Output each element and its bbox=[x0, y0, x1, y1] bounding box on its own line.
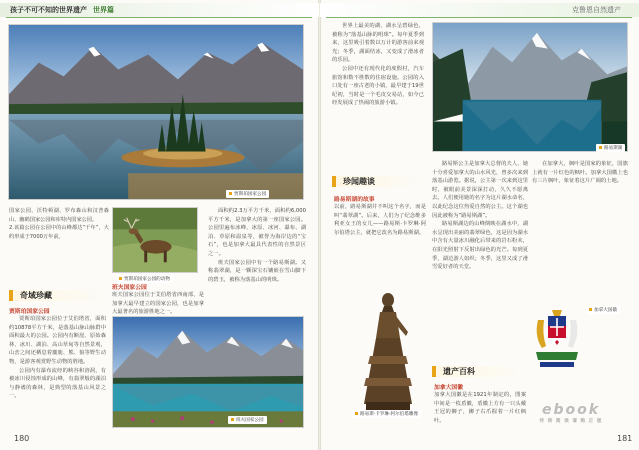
caption-flag: 加拿大国徽 bbox=[586, 306, 620, 314]
coat-of-arms-image bbox=[530, 306, 584, 370]
lake-louise-photo bbox=[432, 22, 628, 152]
watermark-logo bbox=[528, 402, 614, 432]
watermark-small: 传 转 阅 读 请 购 正 版 bbox=[539, 419, 603, 424]
header-rule-right bbox=[326, 17, 632, 18]
story-text2: 路易斯公主是加拿大总督的夫人，她十分喜爱加拿大的山水风光，曾多次来到落基山游览。据说，公主第一次来到这里时，被眼前美景深深打动，久久不愿离去。人们便用她的名字为这片湖水命名，以此纪念这位热爱自然的公主。这个湖也因此被称为“路易斯湖”。 bbox=[432, 161, 528, 219]
section-title-anecdotes: 珍闻趣谈 bbox=[332, 176, 424, 187]
statue-photo bbox=[350, 286, 426, 416]
book-gutter bbox=[318, 0, 321, 450]
caption-elk: 贾斯珀国家公园的动物 bbox=[116, 275, 173, 283]
peyto-lake-photo bbox=[112, 316, 304, 428]
maligne-lake-photo bbox=[8, 24, 304, 200]
book-title: 孩子不可不知的世界遗产 bbox=[10, 6, 87, 14]
page-number-left: 180 bbox=[14, 434, 30, 443]
right-col1-top bbox=[332, 22, 424, 172]
caption-statue: 路易斯·卡罗琳·阿尔伯塔雕像 bbox=[352, 410, 421, 418]
caption-maligne: 贾斯珀国家公园 bbox=[226, 190, 269, 198]
jasper-text1: 贾斯珀国家公园位于艾伯塔省，面积约10878平方千米，是落基山脉山脉群中面积最大的公园。公园内有断崖、原始森林、冰川、湖泊、高山草甸等自然景观，山峦之间还栖息着麋鹿、熊、狼等野生动物，是游客观赏野生动物的胜地。 bbox=[9, 316, 106, 365]
subtitle-banff: 班夫国家公园 bbox=[112, 285, 147, 291]
page-number-right: 181 bbox=[617, 434, 633, 443]
watermark-big: ebook bbox=[541, 402, 601, 418]
subtitle-jasper: 贾斯珀国家公园 bbox=[9, 309, 50, 315]
right-text2: 公园中还有现代化的度假村，汽车旅馆和数不胜数的住宿设施。公园的入口处有一座古老的小镇，最早建于19世纪初，当时是一个毛皮交易站，如今已经发展成了热闹的旅游小镇。 bbox=[332, 65, 424, 107]
elk-photo bbox=[112, 207, 198, 273]
subtitle-coat-of-arms: 加拿大国徽 bbox=[434, 385, 463, 391]
left-para-mid: 面积约2.3万平方千米，面积约6,000平方千米，是加拿大的第一座国家公园。公园里遍布冰峰、冰原、冰河、瀑布、湖泊、草原和温泉等，被誉为海岸边的“宝石”，也是加拿大最具代表性的自然景区之一。 bbox=[208, 208, 306, 257]
footnotes: 国家公园、沃特顿湖、罗布森山和汉普森山、幽鹤国家公园和库特内国家公园。 2.该篇公园在公园中的山峰都达“千年”，大约形成于7000万年前。 bbox=[9, 208, 109, 240]
jasper-text2: 公园内有瀑布流经的峡谷和溶洞，有被冰川侵蚀形成的山峰，有翡翠般的湖泊与静谧的森林，是典型的落基山风景之一。 bbox=[9, 367, 106, 400]
right-col3 bbox=[532, 160, 628, 300]
coat-of-arms-text: 加拿大国徽是在1921年制定的，图案中间是一枚盾徽，盾徽上方有一只头戴王冠的狮子，狮子右爪握着一片红枫叶。 bbox=[434, 392, 526, 424]
right-col2 bbox=[432, 160, 528, 400]
right-col3-text: 路易斯湖边的山峰倒映在湖水中，湖水呈现出美丽的翡翠绿色，这是因为湖水中含有大量冰川融化后带来的岩石粉末，在阳光照射下反射出绿色的光芒。每到夏季，湖边游人如织；冬季，这里又成了滑雪爱好者的天堂。 bbox=[432, 221, 528, 271]
section1-text bbox=[9, 315, 106, 423]
section-title-encyclopedia: 遗产百科 bbox=[432, 366, 524, 377]
banff-text: 班夫国家公园位于艾伯塔省西南部，是加拿大最早建立的国家公园，也是加拿大最著名的旅游胜地之一。 bbox=[112, 292, 204, 315]
right-text1: 世界上最美的湖，湖水呈碧绿色，被称为“落基山脉的明珠”。每年夏季到来，这里吸引着数以万计的游客前来观光；冬季，湖面结冰，又变成了滑冰者的乐园。 bbox=[332, 23, 424, 64]
header-rule-left bbox=[6, 17, 312, 18]
story-text: 以前，路易斯湖并不叫这个名字，而是叫“翡翠湖”。后来，人们为了纪念维多利亚女王的女儿——路易斯·卡罗琳·阿尔伯塔公主，就把它改名为路易斯湖。 bbox=[334, 204, 426, 236]
right-running-header: 克鲁恩自然遗产 bbox=[320, 3, 639, 17]
left-para2: 班夫国家公园中有一个路易斯湖。又称翡翠湖，是一颗深宝石镶嵌在雪山脚下的碧玉，被称为落基山的明珠。 bbox=[208, 259, 306, 283]
caption-moraine: 路易斯湖 bbox=[596, 144, 625, 152]
subtitle-story: 路易斯湖的故事 bbox=[334, 197, 375, 203]
left-text-right-column bbox=[208, 207, 306, 309]
book-subtitle: 世界篇 bbox=[93, 6, 114, 14]
maple-text: 在加拿大，枫叶是国家的象征，国旗上就有一片红色的枫叶。加拿大国徽上也有三片枫叶，象征着这片广阔的土地。 bbox=[532, 161, 628, 185]
caption-peyto: 班夫国家公园 bbox=[228, 416, 267, 424]
section-title-treasures: 奇域珍藏 bbox=[9, 290, 105, 301]
left-running-header bbox=[0, 3, 319, 17]
